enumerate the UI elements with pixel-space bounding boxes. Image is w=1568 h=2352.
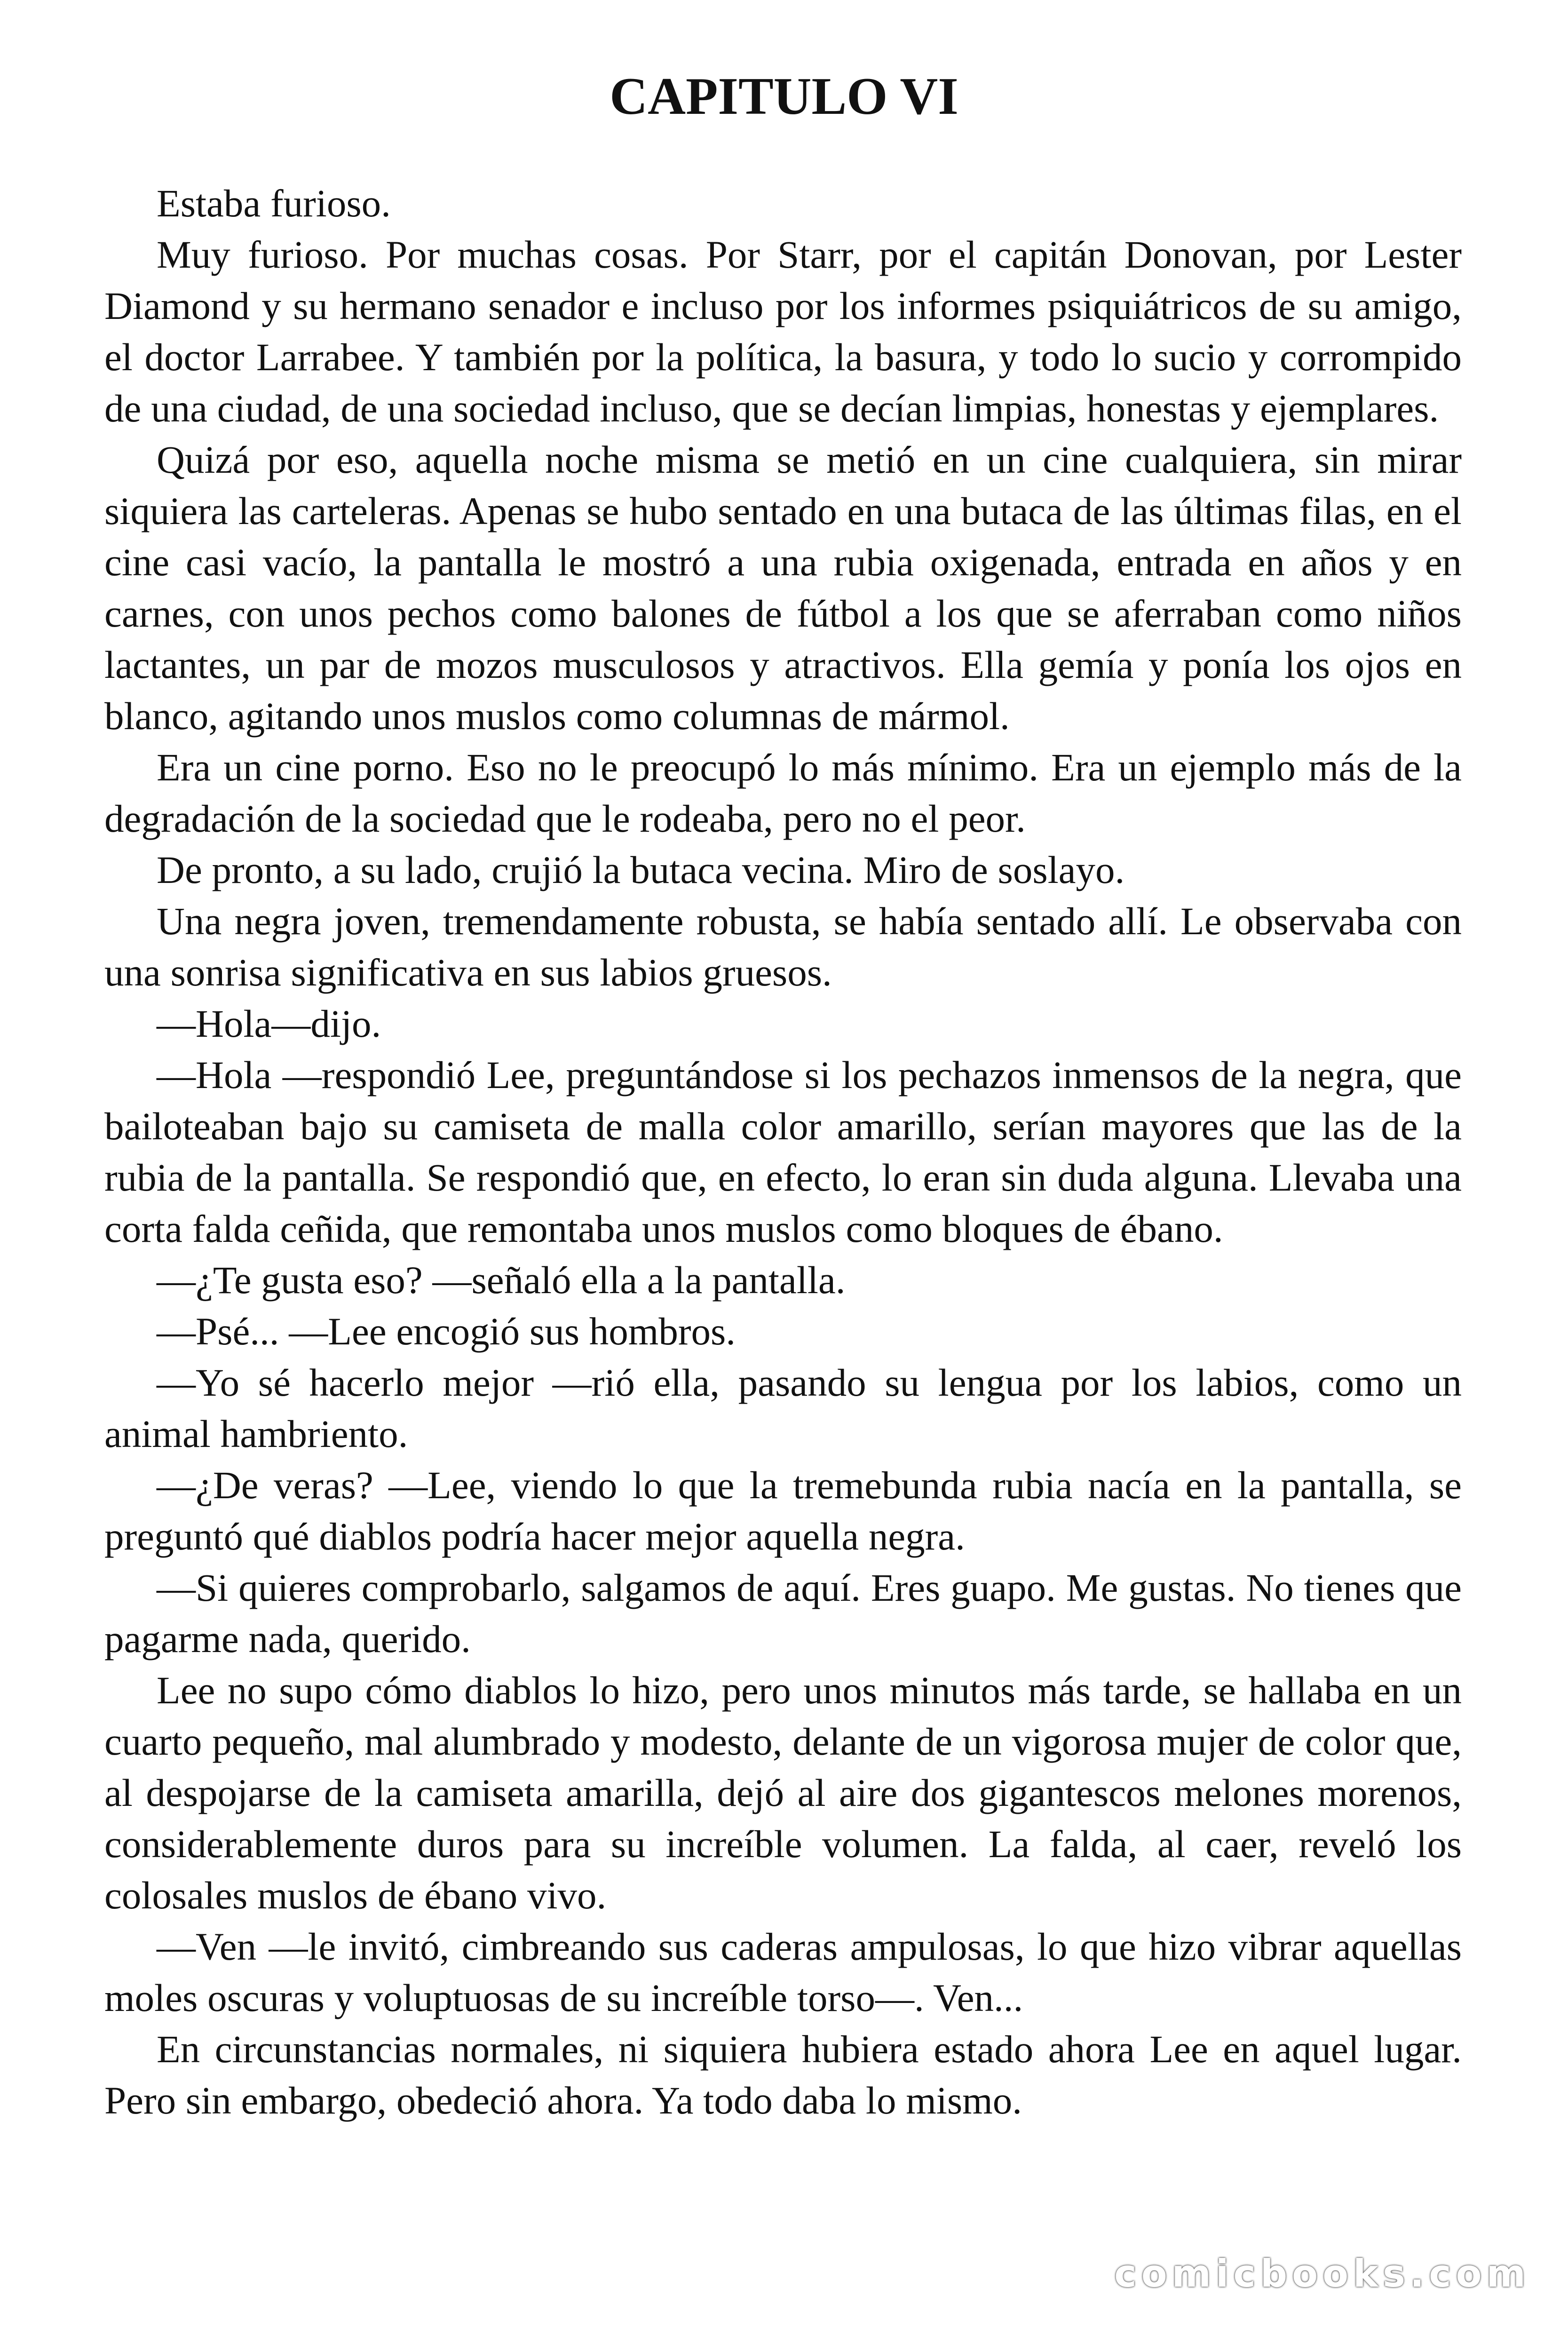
paragraph: —¿Te gusta eso? —señaló ella a la pantalla. (157, 1258, 846, 1302)
paragraph: —Hola —respondió Lee, preguntándose si los pechazos inmensos de la negra, que bailoteaban bajo su camiseta de malla color amarillo, serían mayores que las de la rubia de la pantalla. Se respondió que, en efecto, lo eran sin duda alguna. Llevaba una corta falda ceñida, que remontaba unos muslos como bloques de ébano. (104, 1053, 1462, 1250)
paragraph: Una negra joven, tremendamente robusta, se había sentado allí. Le observaba con una sonrisa significativa en sus labios gruesos. (104, 899, 1462, 994)
paragraph: De pronto, a su lado, crujió la butaca vecina. Miro de soslayo. (157, 848, 1125, 891)
paragraph: —Psé... —Lee encogió sus hombros. (157, 1310, 736, 1353)
watermark-logo: comicbooks.com (1114, 2252, 1530, 2296)
paragraph: Muy furioso. Por muchas cosas. Por Starr, por el capitán Donovan, por Lester Diamond y su hermano senador e incluso por los informes psiquiátricos de su amigo, el doctor Larrabee. Y también por la política, la basura, y todo lo sucio y corrompido de una ciudad, de una sociedad incluso, que se decían limpias, honestas y ejemplares. (104, 233, 1462, 430)
paragraph: —¿De veras? —Lee, viendo lo que la tremebunda rubia nacía en la pantalla, se preguntó qué diablos podría hacer mejor aquella negra. (104, 1463, 1462, 1558)
paragraph: Quizá por eso, aquella noche misma se metió en un cine cualquiera, sin mirar siquiera las carteleras. Apenas se hubo sentado en una butaca de las últimas filas, en el cine casi vacío, la pantalla le mostró a una rubia oxigenada, entrada en años y en carnes, con unos pechos como balones de fútbol a los que se aferraban como niños lactantes, un par de mozos musculosos y atractivos. Ella gemía y ponía los ojos en blanco, agitando unos muslos como columnas de mármol. (104, 438, 1462, 738)
paragraph: —Ven —le invitó, cimbreando sus caderas ampulosas, lo que hizo vibrar aquellas moles oscuras y voluptuosas de su increíble torso—. Ven... (104, 1925, 1462, 2019)
paragraph: Lee no supo cómo diablos lo hizo, pero unos minutos más tarde, se hallaba en un cuarto pequeño, mal alumbrado y modesto, delante de un vigorosa mujer de color que, al despojarse de la camiseta amarilla, dejó al aire dos gigantescos melones morenos, considerablemente duros para su increíble volumen. La falda, al caer, reveló los colosales muslos de ébano vivo. (104, 1669, 1462, 1917)
paragraph: Estaba furioso. (157, 182, 391, 225)
paragraph: —Hola—dijo. (157, 1002, 381, 1045)
chapter-title: CAPITULO VI (610, 67, 958, 126)
paragraph: —Yo sé hacerlo mejor —rió ella, pasando su lengua por los labios, como un animal hambriento. (104, 1361, 1462, 1455)
paragraph: —Si quieres comprobarlo, salgamos de aquí. Eres guapo. Me gustas. No tienes que pagarme nada, querido. (104, 1566, 1462, 1661)
paragraph: Era un cine porno. Eso no le preocupó lo más mínimo. Era un ejemplo más de la degradación de la sociedad que le rodeaba, pero no el peor. (104, 746, 1462, 840)
chapter-text (104, 178, 1462, 2126)
paragraph: En circunstancias normales, ni siquiera hubiera estado ahora Lee en aquel lugar. Pero sin embargo, obedeció ahora. Ya todo daba lo mismo. (104, 2027, 1462, 2122)
